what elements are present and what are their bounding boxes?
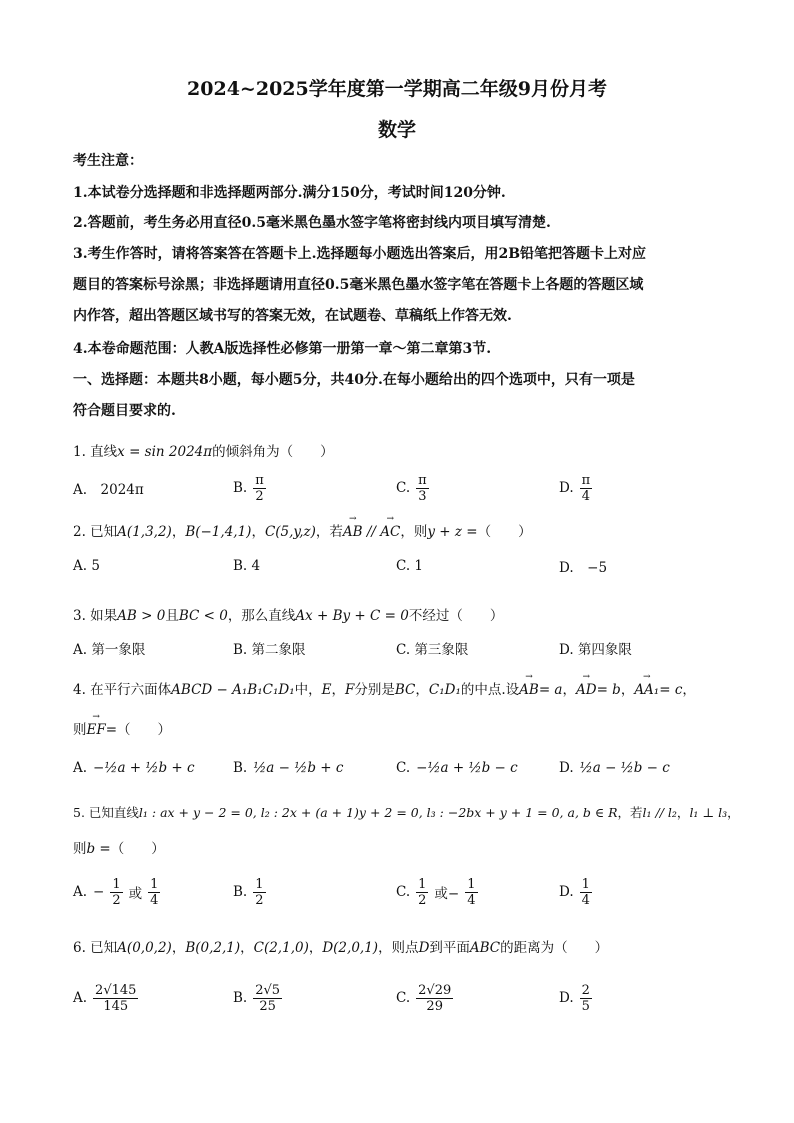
notice-item: 3.考生作答时，请将答案答在答题卡上.选择题每小题选出答案后，用2B铅笔把答题卡上对应 [73,246,647,262]
option-c: C. $\frac{2√29}{29}$ [396,982,452,1014]
section-heading: 一、选择题：本题共8小题，每小题5分，共40分.在每小题给出的四个选项中，只有一项是 [73,372,635,388]
option-c: C. $\frac{1}{2}$ 或− $\frac{1}{4}$ [396,876,476,908]
option-c: C. −½a + ½b − c [396,760,518,776]
option-d: D. 第四象限 [559,642,632,658]
option-a: A. $\frac{2√145}{145}$ [73,982,137,1014]
option-d: D. −5 [559,560,608,576]
question-6-options [73,978,753,1018]
section-heading-cont: 符合题目要求的. [73,403,176,419]
option-b: B. $\frac{2√5}{25}$ [233,982,281,1014]
notice-heading: 考生注意： [73,153,143,169]
option-b: B. $\frac{\pi}{2}$ [233,472,264,504]
option-b: B. ½a − ½b + c [233,760,344,776]
notice-item: 2.答题前，考生务必用直径0.5毫米黑色墨水签字笔将密封线内项目填写清楚. [73,215,551,231]
notice-item: 内作答，超出答题区域书写的答案无效，在试题卷、草稿纸上作答无效. [73,308,512,324]
notice-item: 1.本试卷分选择题和非选择题两部分.满分150分，考试时间120分钟. [73,185,506,201]
question-4-stem-cont: 则→ EF=（ ） [73,718,171,738]
question-5-options [73,872,753,912]
option-a: A. 第一象限 [73,642,146,658]
option-a: A. −½a + ½b + c [73,760,195,776]
option-d: D. ½a − ½b − c [559,760,670,776]
option-b: B. 4 [233,558,261,574]
question-3-options [73,628,753,668]
notice-item: 4.本卷命题范围：人教A版选择性必修第一册第一章～第二章第3节. [73,341,492,357]
question-2-options [73,546,753,586]
notice-item: 题目的答案标号涂黑；非选择题请用直径0.5毫米黑色墨水签字笔在答题卡上各题的答题区域 [73,277,644,293]
question-4-options [73,748,753,788]
option-a: A. − $\frac{1}{2}$ 或 $\frac{1}{4}$ [73,876,159,908]
question-4-stem: 4. 在平行六面体ABCD − A₁B₁C₁D₁中，E，F分别是BC，C₁D₁的中点.设→ AB= a，→ AD= b，→ AA₁= c， [73,678,696,698]
question-5-stem-cont: 则b =（ ） [73,841,165,857]
option-b: B. 第二象限 [233,642,306,658]
question-2-stem: 2. 已知A(1,3,2)，B(−1,4,1)，C(5,y,z)，若→ AB // → AC，则y + z =（ ） [73,520,532,540]
option-d: D. $\frac{2}{5}$ [559,982,590,1014]
option-c: C. $\frac{\pi}{3}$ [396,472,427,504]
subject-title: 数学 [377,119,416,141]
question-6-stem: 6. 已知A(0,0,2)，B(0,2,1)，C(2,1,0)，D(2,0,1)，则点D到平面ABC的距离为（ ） [73,940,609,956]
question-1-stem: 1. 直线x = sin 2024π的倾斜角为（ ） [73,444,334,460]
option-a: A. 2024π [73,482,144,498]
question-5-stem: 5. 已知直线l₁ : ax + y − 2 = 0, l₂ : 2x + (a + 1)y + 2 = 0, l₃ : −2bx + y + 1 = 0, a, b ∈ R，若l₁ // l₂，l₁ ⊥ l₃， [73,805,740,820]
option-b: B. $\frac{1}{2}$ [233,876,264,908]
question-3-stem: 3. 如果AB > 0且BC < 0，那么直线Ax + By + C = 0不经过（ ） [73,608,504,624]
option-d: D. $\frac{1}{4}$ [559,876,590,908]
option-d: D. $\frac{\pi}{4}$ [559,472,591,504]
exam-title: 2024~2025学年度第一学期高二年级9月份月考 [187,78,607,100]
option-a: A. 5 [73,558,100,574]
question-1-options [73,468,753,508]
option-c: C. 第三象限 [396,642,469,658]
option-c: C. 1 [396,558,424,574]
